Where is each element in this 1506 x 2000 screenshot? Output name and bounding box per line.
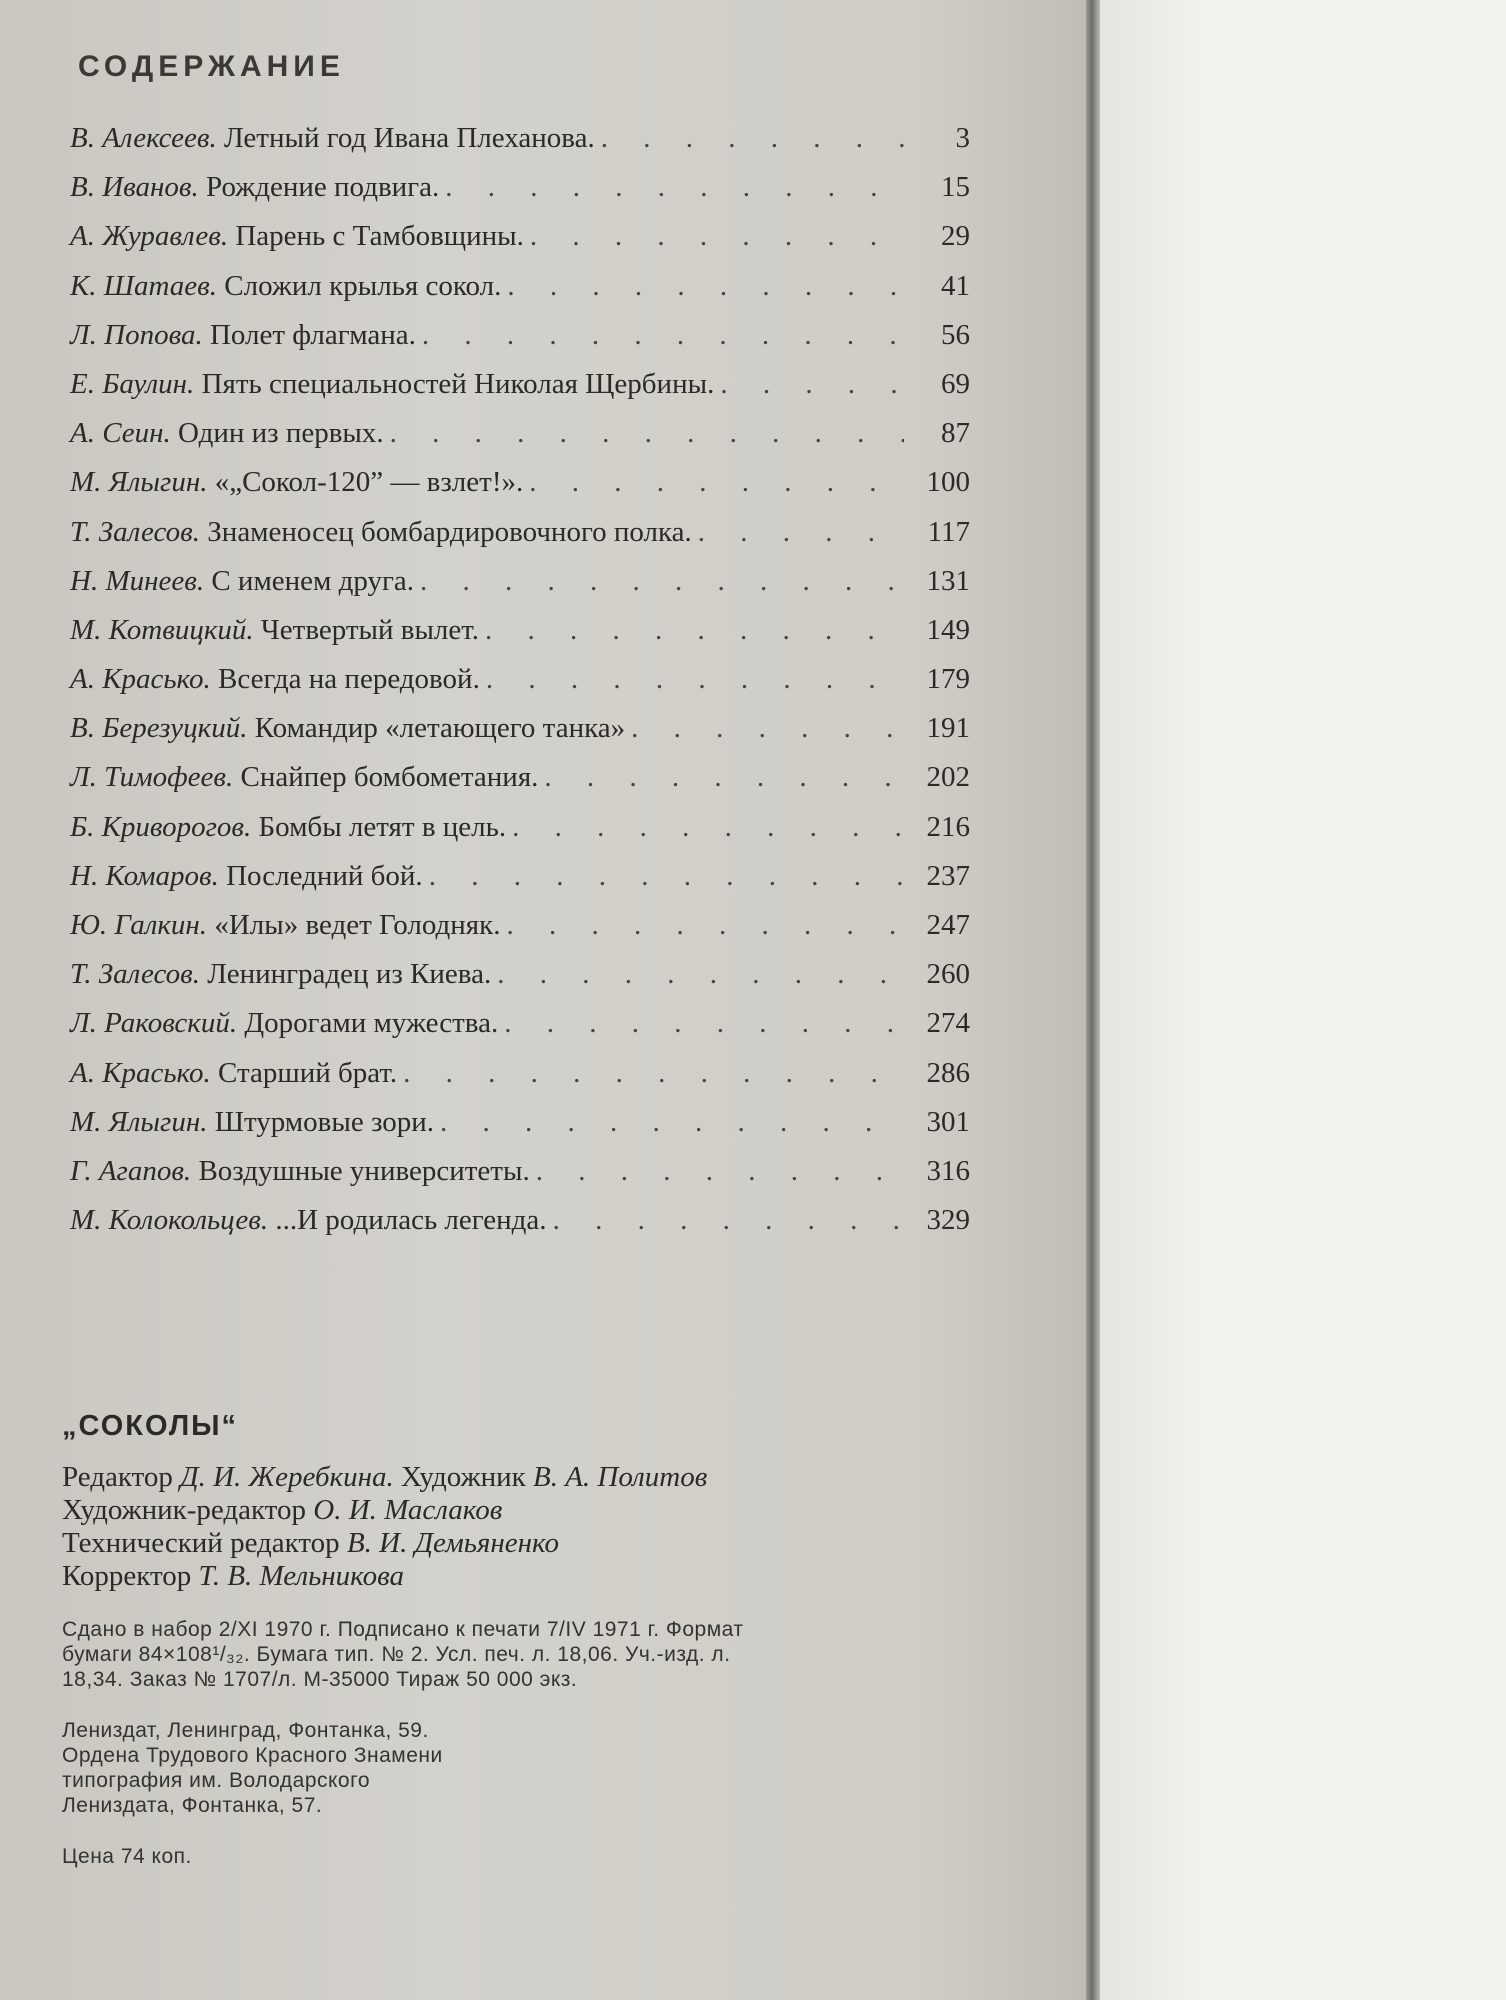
toc-author: Г. Агапов.	[70, 1154, 192, 1187]
toc-page-number: 286	[926, 1056, 970, 1089]
credits	[62, 1461, 1022, 1593]
toc-title: СОДЕРЖАНИЕ	[78, 50, 345, 83]
toc-entry-title: Воздушные университеты.	[198, 1154, 530, 1187]
toc-entry	[70, 811, 970, 860]
toc-entry	[70, 761, 970, 810]
toc-page-number: 202	[926, 761, 970, 794]
publisher-info	[62, 1718, 1022, 1818]
toc-entry-title: Дорогами мужества.	[244, 1007, 499, 1040]
toc-entry	[70, 368, 970, 417]
credit-line-proofreader	[62, 1560, 1022, 1593]
dot-leader	[530, 220, 904, 253]
publisher-line: Лениздат, Ленинград, Фонтанка, 59.	[62, 1719, 429, 1742]
toc-page-number: 260	[926, 958, 970, 991]
toc-page-number: 69	[941, 367, 970, 400]
credit-line-art-editor	[62, 1494, 1022, 1527]
toc-entry-title: Четвертый вылет.	[260, 613, 480, 646]
toc-entry-title: Всегда на передовой.	[218, 663, 480, 696]
credit-line-editor-artist	[62, 1461, 1022, 1494]
dot-leader	[440, 1106, 904, 1139]
toc-entry	[70, 1106, 970, 1155]
toc-entry-title: Полет флагмана.	[209, 318, 416, 351]
dot-leader	[631, 712, 904, 745]
toc-entry-title: Один из первых.	[178, 417, 384, 450]
toc-list	[70, 122, 970, 1253]
toc-page-number: 100	[926, 466, 970, 499]
toc-page-number: 3	[955, 122, 970, 154]
dot-leader	[601, 122, 904, 155]
print-data	[62, 1617, 1022, 1692]
dot-leader	[553, 1204, 904, 1237]
toc-entry-title: Знаменосец бомбардировочного полка.	[207, 515, 692, 548]
artist-name: В. А. Политов	[533, 1461, 708, 1493]
proofreader-name: Т. В. Мельникова	[198, 1560, 405, 1592]
toc-entry	[70, 909, 970, 958]
toc-page-number: 274	[926, 1007, 970, 1040]
toc-entry	[70, 220, 970, 269]
toc-entry-title: Рождение подвига.	[206, 171, 440, 204]
toc-entry-title: Последний бой.	[226, 859, 423, 892]
toc-page-number: 237	[926, 859, 970, 892]
dot-leader	[544, 761, 904, 794]
toc-author: Л. Раковский.	[70, 1007, 238, 1040]
toc-author: Л. Тимофеев.	[70, 761, 234, 794]
dot-leader	[390, 417, 904, 450]
toc-author: А. Журавлев.	[70, 220, 229, 253]
toc-author: Н. Минеев.	[70, 564, 205, 597]
toc-entry	[70, 1204, 970, 1253]
toc-page-number: 316	[926, 1154, 970, 1187]
toc-author: Б. Криворогов.	[70, 810, 252, 843]
toc-author: М. Ялыгин.	[70, 1105, 208, 1138]
proofreader-label: Корректор	[62, 1560, 192, 1592]
print-data-line: Сдано в набор 2/XI 1970 г. Подписано к печати 7/IV 1971 г. Формат	[62, 1618, 744, 1641]
art-editor-name: О. И. Маслаков	[313, 1494, 503, 1526]
toc-page-number: 329	[926, 1204, 970, 1237]
toc-entry	[70, 171, 970, 220]
toc-author: М. Ялыгин.	[70, 466, 208, 499]
toc-author: Ю. Галкин.	[70, 909, 208, 941]
toc-entry	[70, 319, 970, 368]
toc-author: В. Алексеев.	[70, 122, 217, 154]
publisher-line: Ордена Трудового Красного Знамени	[62, 1744, 443, 1767]
toc-entry	[70, 860, 970, 909]
toc-entry-title: Старший брат.	[218, 1056, 398, 1089]
toc-entry-title: Пять специальностей Николая Щербины.	[201, 367, 715, 400]
toc-author: В. Иванов.	[70, 171, 199, 204]
toc-entry-title: Парень с Тамбовщины.	[235, 220, 524, 253]
print-data-line: бумаги 84×108¹/₃₂. Бумага тип. № 2. Усл. печ. л. 18,06. Уч.-изд. л.	[62, 1643, 731, 1666]
toc-entry-title: Сложил крылья сокол.	[224, 269, 502, 302]
toc-entry	[70, 1007, 970, 1056]
toc-entry	[70, 516, 970, 565]
dot-leader	[403, 1057, 904, 1090]
toc-entry-title: Бомбы летят в цель.	[258, 810, 507, 843]
imprint-block	[62, 1410, 1022, 1869]
dot-leader	[422, 319, 904, 352]
price: Цена 74 коп.	[62, 1845, 192, 1868]
toc-entry-title: Ленинградец из Киева.	[207, 958, 492, 991]
toc-entry	[70, 565, 970, 614]
toc-page-number: 87	[941, 417, 970, 450]
toc-entry	[70, 466, 970, 515]
book-title: „СОКОЛЫ“	[62, 1410, 239, 1442]
toc-author: А. Красько.	[70, 1056, 211, 1089]
toc-entry	[70, 663, 970, 712]
toc-entry-title: «„Сокол-120” — взлет!».	[214, 466, 524, 499]
dot-leader	[420, 565, 904, 598]
dot-leader	[506, 909, 904, 942]
publisher-line: типография им. Володарского	[62, 1769, 370, 1792]
dot-leader	[486, 663, 904, 696]
toc-page-number: 131	[926, 564, 970, 597]
toc-page-number: 149	[926, 613, 970, 646]
toc-page-number: 216	[926, 810, 970, 843]
toc-author: В. Березуцкий.	[70, 712, 248, 745]
toc-entry	[70, 417, 970, 466]
editor-name: Д. И. Жеребкина.	[180, 1461, 394, 1493]
toc-page-number: 247	[926, 909, 970, 941]
book-gutter	[1086, 0, 1100, 2000]
dot-leader	[507, 270, 904, 303]
toc-author: Н. Комаров.	[70, 859, 219, 892]
dot-leader	[485, 614, 904, 647]
toc-author: М. Колокольцев.	[70, 1204, 269, 1237]
toc-author: А. Сеин.	[70, 417, 171, 450]
toc-page-number: 56	[941, 318, 970, 351]
toc-page-number: 179	[926, 663, 970, 696]
toc-entry-title: «Илы» ведет Голодняк.	[214, 909, 501, 941]
toc-entry	[70, 712, 970, 761]
toc-author: Л. Попова.	[70, 318, 203, 351]
dot-leader	[445, 171, 904, 204]
editor-label: Редактор	[62, 1461, 173, 1493]
dot-leader	[504, 1007, 904, 1040]
tech-editor-label: Технический редактор	[62, 1527, 340, 1559]
toc-entry-title: Штурмовые зори.	[214, 1105, 435, 1138]
toc-author: М. Котвицкий.	[70, 613, 254, 646]
toc-entry-title: С именем друга.	[211, 564, 415, 597]
toc-author: Т. Залесов.	[70, 958, 201, 991]
dot-leader	[497, 958, 904, 991]
toc-page-number: 15	[941, 171, 970, 204]
toc-page-number: 301	[926, 1105, 970, 1138]
toc-entry-title: Летный год Ивана Плеханова.	[223, 122, 595, 154]
toc-entry	[70, 614, 970, 663]
dot-leader	[512, 811, 904, 844]
dot-leader	[698, 516, 904, 549]
toc-page-number: 117	[927, 515, 970, 548]
toc-entry-title: ...И родилась легенда.	[275, 1204, 547, 1237]
toc-author: К. Шатаев.	[70, 269, 218, 302]
toc-entry-title: Снайпер бомбометания.	[240, 761, 539, 794]
toc-entry	[70, 122, 970, 171]
toc-entry	[70, 1057, 970, 1106]
toc-author: Т. Залесов.	[70, 515, 201, 548]
toc-page-number: 41	[941, 269, 970, 302]
toc-page-number: 29	[941, 220, 970, 253]
right-page-blank	[1100, 0, 1506, 2000]
print-data-line: 18,34. Заказ № 1707/л. М-35000 Тираж 50 000 экз.	[62, 1668, 578, 1691]
artist-label: Художник	[400, 1461, 526, 1493]
dot-leader	[536, 1155, 904, 1188]
toc-author: Е. Баулин.	[70, 367, 195, 400]
toc-entry	[70, 958, 970, 1007]
publisher-line: Лениздата, Фонтанка, 57.	[62, 1794, 323, 1817]
toc-author: А. Красько.	[70, 663, 211, 696]
dot-leader	[429, 860, 904, 893]
toc-entry-title: Командир «летающего танка»	[254, 712, 626, 745]
art-editor-label: Художник-редактор	[62, 1494, 307, 1526]
dot-leader	[529, 466, 904, 499]
credit-line-tech-editor	[62, 1527, 1022, 1560]
tech-editor-name: В. И. Демьяненко	[346, 1527, 559, 1559]
dot-leader	[720, 368, 904, 401]
toc-entry	[70, 1155, 970, 1204]
toc-page-number: 191	[926, 712, 970, 745]
toc-entry	[70, 270, 970, 319]
